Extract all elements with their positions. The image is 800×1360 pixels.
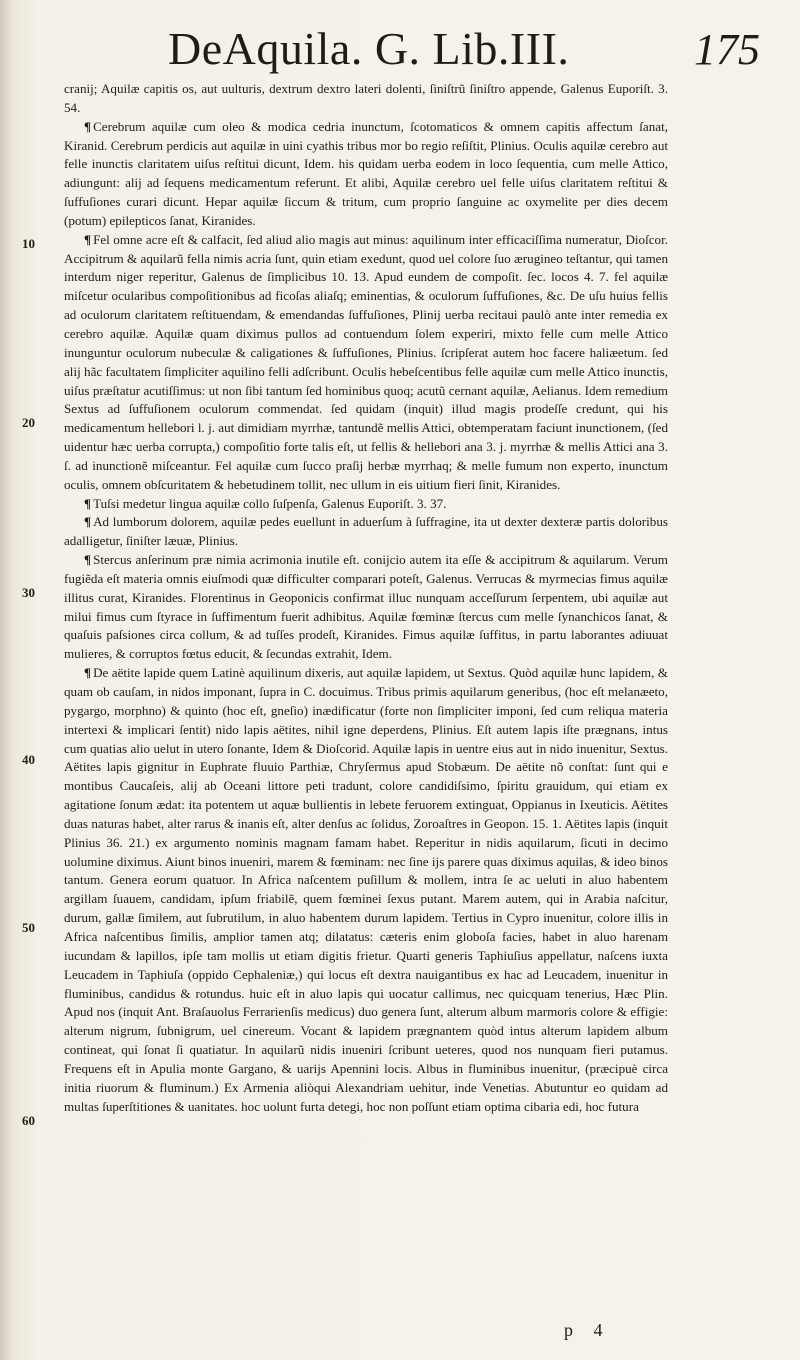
paragraph: ¶ Stercus anſerinum præ nimia acrimonia inutile eſt. conijcio autem ita eſſe & accipitrum & aquilarum. Verum fugiẽda eſt materia omnis eiuſmodi quæ difficulter comparari poteſt, Galenus. Verrucas & myrmecias fimus aquilæ illitus curat, Kiranides. Florentinus in Geoponicis confirmat illuc nunquam acceſſurum ſerpentem, ubi aquilæ aut milui fimus cum ſtyrace in ſuffimentum fuerit adhibitus. Aquilæ fœminæ ſtercus cum melle ſynanchicos ſanat, & quaſuis paſsiones circa collum, & ad tuſſes prodeſt, Kiranides. Fimus aquilæ ſuffitus, in partu laborantes adiuuat mulieres, & corruptos fœtus educit, & ſecundas extrahit, Idem. — [64, 552, 668, 662]
margin-line-number: 10 — [22, 236, 35, 251]
pilcrow-mark: ¶ — [84, 118, 92, 134]
page-gutter — [0, 0, 10, 1360]
margin-line-number: 30 — [22, 585, 35, 600]
paragraph: cranij; Aquilæ capitis os, aut uulturis, dextrum dextro lateri dolenti, ſiniſtrũ ſiniſtro appende, Galenus Euporiſt. 3. 54. — [64, 81, 668, 115]
paragraph: ¶ Ad lumborum dolorem, aquilæ pedes euellunt in aduerſum à ſuffragine, ita ut dexter dexteræ partis doloribus adalligetur, ſiniſter læuæ, Plinius. — [64, 514, 668, 549]
pilcrow-mark: ¶ — [84, 495, 92, 511]
pilcrow-mark: ¶ — [84, 552, 92, 568]
body-text — [64, 80, 668, 1116]
page-number: 175 — [694, 25, 760, 74]
page-header — [168, 22, 760, 75]
running-title: DeAquila. G. Lib.III. — [168, 23, 570, 74]
pilcrow-mark: ¶ — [84, 231, 92, 247]
pilcrow-mark: ¶ — [84, 514, 92, 530]
signature-mark: p 4 — [564, 1320, 611, 1340]
paragraph: ¶ De aëtite lapide quem Latinè aquilinum dixeris, aut aquilæ lapidem, ut Sextus. Quòd aquilæ hunc lapidem, & quam ob cauſam, in nidos imponant, ſupra in C. docuimus. Tribus primis aquilarum generibus, (hoc eſt melanæeto, pygargo, morphno) & quinto (hoc eſt, gneſio) inædificatur (forte non ſimpliciter imponi, ſed cum reliqua materia intertexi & implicari ſentit) nido lapis aëtites, nihil igne deperdens, Plinius. Eſt autem lapis iſte prægnans, intus cum quatias alio uelut in utero ſonante, Idem & Dioſcorid. Aquilæ lapis in uentre eius aut in nido inuenitur, Sextus. Aëtites lapis gignitur in Euphrate fluuio Parthiæ, Chryſermus apud Stobæum. De aëtite nõ conſtat: ſunt qui e montibus Caucaſeis, alij ab Oceani littore peti tradunt, colore candidiſsimo, ſpiritu grauidum, qui etiam ex agitatione ſonum ædat: ita potentem ut aquæ bullientis in lebete feruorem extinguat, Oppianus in Ixeuticis. Aëtites duas naturas habet, alter rarus & inanis eſt, alter denſus ac ſolidus, Zoroaſtres in Geopon. 15. 1. Aëtites lapis (inquit Plinius 36. 21.) ex argumento nominis magnam famam habet. Reperitur in nidis aquilarum, ſicuti in decimo uolumine diximus. Aiunt binos inueniri, marem & fœminam: nec ſine ijs parere quas diximus aquilas, & ideo binos tantum. Genera eorum quatuor. In Africa naſcentem puſillum & mollem, intra ſe ac ueluti in aluo habentem argillam ſuauem, candidam, ipſum friabilẽ, quem fœminei ſexus putant. Marem autem, qui in Arabia naſcitur, durum, gallæ ſimilem, aut ſubrutilum, in aluo habentem durum lapidem. Tertius in Cypro inuenitur, colore illis in Africa naſcentibus ſimilis, amplior tamen atq; dilatatus: cæteris enim globoſa facies, habet in aluo harenam iucundam & lapillos, ipſe tam mollis ut etiam digitis frietur. Quarti generis Taphiuſius appellatur, naſcens iuxta Leucadem in Taphiuſa (oppido Cephaleniæ,) qui locus eſt dextra nauigantibus ex hac ad Leucadem, inuenitur in fluminibus, candidus & rotundus. huic eſt in aluo lapis qui uocatur callimus, nec quicquam tenerius, Hæc Plin. Apud nos (inquit Ant. Braſauolus Ferrarienſis medicus) duo genera ſunt, alterum album marmoris colore & effigie: alterum nigrum, ſubnigrum, uel cinereum. Vocant & lapidem prægnantem quòd intus alterum lapidem album contineat, qui ſonat ſi quatiatur. In aquilarũ nidis inueniri ſcribunt ueteres, quod nos nunquam fieri putamus. Frequens eſt in Apulia monte Gargano, & uarijs Apennini locis. Albus in fluminibus inuenitur, (præcipuè circa initia riuorum & fluminum.) Ex Armenia aliòqui Alexandriam uehitur, inde Venetias. Abutuntur eo quidam ad multas ſuperſtitiones & uanitates. hoc uolunt furta detegi, hoc non poſſunt etiam optima cibaria edi, hoc futura — [64, 665, 668, 1114]
margin-line-number: 60 — [22, 1113, 35, 1128]
margin-line-number: 50 — [22, 920, 35, 935]
margin-line-number: 20 — [22, 415, 35, 430]
paragraph: ¶ Fel omne acre eſt & calfacit, ſed aliud alio magis aut minus: aquilinum inter efficaciſſima numeratur, Dioſcor. Accipitrum & aquilarũ fella nimis acria ſunt, quin etiam exedunt, quod uel colore ſuo ærugineo teſtantur, qui tamen interdum niger reperitur, Galenus de ſimplicibus 10. 13. Apud eundem de compoſit. ſec. locos 4. 7. fel aquilæ miſcetur ocularibus compoſitionibus ad ficoſas aliaſq; eminentias, & oculorum ſuffuſiones, &c. De uſu huius fellis ad oculorum claritatem reſtituendam, & emendandas ſuffuſiones, Plinij uerba recitaui paulò ante inter remedia ex cerebro aquilæ. Aquilæ quam diximus pullos ad contuendum ſolem experiri, mixto felle cum melle Attico inunguntur oculorum nubeculæ & caligationes & ſuffuſiones, Plinius. ſcripſerat autem hoc facere haliæetum. ſed alij hãc facultatem ſimpliciter aquilino felli adſcribunt. Oculis hebeſcentibus felle aquilæ cum melle Attico inunctis, uiſus præſtatur acutiſſimus: ut non ſibi tantum ſed hominibus quoq; acutũ cernant aquilæ, Aelianus. Idem remedium Sextus ad ſuffuſionem oculorum commendat. ſed quidam (inquit) illud magis prodeſſe credunt, qui his medicamentum hellebori l. j. aut dimidiam myrrhæ, tantundẽ mellis Attici, obtemperatam faciunt inunctionem, (ſed uidentur hæc uerba corrupta,) compoſitio forte talis eſt, ut fellis & hellebori ana 3. j. myrrhæ & mellis Attici ana 3. ſ. ad inunctionẽ miſceantur. Fel aquilæ cum ſucco praſij herbæ myrrhaq; & melle fumum non experto, inunctum oculis, omnem obſcuritatem & hebetudinem tollit, nec ullum in eis uitium fieri ſinit, Kiranides. — [64, 231, 668, 492]
paragraph: ¶ Tuſsi medetur lingua aquilæ collo ſuſpenſa, Galenus Euporiſt. 3. 37. — [84, 495, 447, 511]
paragraph: ¶ Cerebrum aquilæ cum oleo & modica cedria inunctum, ſcotomaticos & omnem capitis affectum ſanat, Kiranid. Cerebrum perdicis aut aquilæ in uini cyathis tribus mor bo regio reſiſtit, Plinius. Oculis aquilæ cerebro aut felle inunctis claritatem uiſus reſtitui dicunt, Idem. his quidam uerba eodem in loco ſequentia, cum melle Attico, adiungunt: alij ad ſequens medicamentum referunt. Et alibi, Aquilæ cerebro uel felle uiſus claritatem reſtitui & ſuffuſiones curari dicunt. Hepar aquilæ ſiccum & tritum, cum proprio ſanguine ac oxymelite per dies decem (potum) epilepticos ſanat, Kiranides. — [64, 118, 668, 228]
margin-line-number: 40 — [22, 752, 35, 767]
pilcrow-mark: ¶ — [84, 665, 92, 681]
